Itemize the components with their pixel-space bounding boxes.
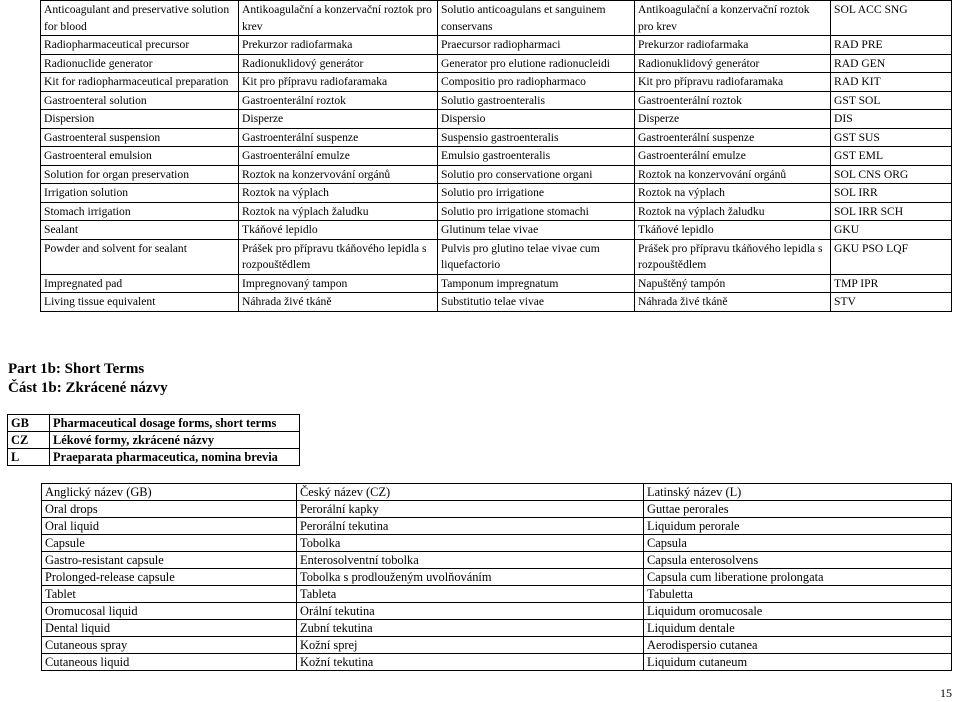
czech-alt-term-cell: Gastroenterální roztok (635, 91, 831, 110)
header-cell-cz: Český název (CZ) (297, 484, 644, 501)
header-cell-gb: Anglický název (GB) (42, 484, 297, 501)
table-row (41, 221, 952, 240)
czech-term-cell: Radionuklidový generátor (239, 54, 438, 73)
english-term-cell: Impregnated pad (41, 274, 239, 293)
czech-alt-term-cell: Roztok na výplach žaludku (635, 202, 831, 221)
czech-alt-term-cell: Prekurzor radiofarmaka (635, 36, 831, 55)
short-terms-table (41, 483, 952, 671)
english-term-cell: Powder and solvent for sealant (41, 239, 239, 274)
english-term-cell: Living tissue equivalent (41, 293, 239, 312)
czech-alt-term-cell: Radionuklidový generátor (635, 54, 831, 73)
latin-term-cell: Aerodispersio cutanea (644, 637, 952, 654)
abbreviation-cell: DIS (831, 110, 952, 129)
latin-term-cell: Generator pro elutione radionucleidi (438, 54, 635, 73)
english-term-cell: Dental liquid (42, 620, 297, 637)
czech-alt-term-cell: Kit pro přípravu radiofaramaka (635, 73, 831, 92)
header-cell-l: Latinský název (L) (644, 484, 952, 501)
language-legend-body (8, 415, 300, 466)
language-code-cell: CZ (8, 432, 50, 449)
latin-term-cell: Tamponum impregnatum (438, 274, 635, 293)
abbreviation-cell: RAD KIT (831, 73, 952, 92)
czech-term-cell: Kit pro přípravu radiofaramaka (239, 73, 438, 92)
language-description-cell: Praeparata pharmaceutica, nomina brevia (50, 449, 300, 466)
latin-term-cell: Capsula (644, 535, 952, 552)
latin-term-cell: Substitutio telae vivae (438, 293, 635, 312)
english-term-cell: Kit for radiopharmaceutical preparation (41, 73, 239, 92)
latin-term-cell: Dispersio (438, 110, 635, 129)
czech-term-cell: Roztok na konzervování orgánů (239, 165, 438, 184)
czech-alt-term-cell: Disperze (635, 110, 831, 129)
english-term-cell: Cutaneous spray (42, 637, 297, 654)
latin-term-cell: Solutio pro irrigatione stomachi (438, 202, 635, 221)
abbreviation-cell: TMP IPR (831, 274, 952, 293)
abbreviation-cell: GKU PSO LQF (831, 239, 952, 274)
english-term-cell: Gastroenteral suspension (41, 128, 239, 147)
abbreviation-cell: GKU (831, 221, 952, 240)
table-row (41, 239, 952, 274)
abbreviation-cell: RAD GEN (831, 54, 952, 73)
czech-term-cell: Zubní tekutina (297, 620, 644, 637)
czech-alt-term-cell: Prášek pro přípravu tkáňového lepidla s rozpouštědlem (635, 239, 831, 274)
table-row (42, 552, 952, 569)
czech-term-cell: Prekurzor radiofarmaka (239, 36, 438, 55)
table-row (41, 147, 952, 166)
table-row (42, 501, 952, 518)
english-term-cell: Gastroenteral solution (41, 91, 239, 110)
latin-term-cell: Liquidum oromucosale (644, 603, 952, 620)
english-term-cell: Radiopharmaceutical precursor (41, 36, 239, 55)
czech-term-cell: Gastroenterální suspenze (239, 128, 438, 147)
abbreviation-cell: SOL IRR SCH (831, 202, 952, 221)
table-row (41, 54, 952, 73)
language-description-cell: Pharmaceutical dosage forms, short terms (50, 415, 300, 432)
latin-term-cell: Solutio pro conservatione organi (438, 165, 635, 184)
latin-term-cell: Capsula enterosolvens (644, 552, 952, 569)
english-term-cell: Oral liquid (42, 518, 297, 535)
language-row (8, 432, 300, 449)
table-row (42, 603, 952, 620)
language-description-cell: Lékové formy, zkrácené názvy (50, 432, 300, 449)
table-row (41, 110, 952, 129)
czech-term-cell: Roztok na výplach (239, 184, 438, 203)
english-term-cell: Anticoagulant and preservative solution for blood (41, 1, 239, 36)
latin-term-cell: Capsula cum liberatione prolongata (644, 569, 952, 586)
czech-alt-term-cell: Náhrada živé tkáně (635, 293, 831, 312)
czech-term-cell: Perorální tekutina (297, 518, 644, 535)
short-terms-header-row (42, 484, 952, 501)
czech-alt-term-cell: Roztok na výplach (635, 184, 831, 203)
czech-alt-term-cell: Gastroenterální emulze (635, 147, 831, 166)
english-term-cell: Dispersion (41, 110, 239, 129)
czech-term-cell: Roztok na výplach žaludku (239, 202, 438, 221)
czech-term-cell: Kožní sprej (297, 637, 644, 654)
czech-term-cell: Enterosolventní tobolka (297, 552, 644, 569)
page-number: 15 (940, 686, 952, 700)
english-term-cell: Gastro-resistant capsule (42, 552, 297, 569)
english-term-cell: Capsule (42, 535, 297, 552)
latin-term-cell: Praecursor radiopharmaci (438, 36, 635, 55)
latin-term-cell: Pulvis pro glutino telae vivae cum liquefactorio (438, 239, 635, 274)
abbreviation-cell: GST SUS (831, 128, 952, 147)
latin-term-cell: Suspensio gastroenteralis (438, 128, 635, 147)
english-term-cell: Cutaneous liquid (42, 654, 297, 671)
abbreviation-cell: STV (831, 293, 952, 312)
czech-alt-term-cell: Napuštěný tampón (635, 274, 831, 293)
czech-term-cell: Perorální kapky (297, 501, 644, 518)
latin-term-cell: Tabuletta (644, 586, 952, 603)
table-row (41, 73, 952, 92)
table-row (41, 36, 952, 55)
table-row (42, 637, 952, 654)
table-row (41, 128, 952, 147)
table-row (41, 184, 952, 203)
table-row (41, 165, 952, 184)
czech-term-cell: Orální tekutina (297, 603, 644, 620)
table-row (41, 91, 952, 110)
latin-term-cell: Glutinum telae vivae (438, 221, 635, 240)
english-term-cell: Oromucosal liquid (42, 603, 297, 620)
english-term-cell: Gastroenteral emulsion (41, 147, 239, 166)
czech-term-cell: Kožní tekutina (297, 654, 644, 671)
czech-alt-term-cell: Antikoagulační a konzervační roztok pro krev (635, 1, 831, 36)
language-row (8, 415, 300, 432)
czech-term-cell: Prášek pro přípravu tkáňového lepidla s rozpouštědlem (239, 239, 438, 274)
abbreviation-cell: SOL IRR (831, 184, 952, 203)
latin-term-cell: Compositio pro radiopharmaco (438, 73, 635, 92)
czech-term-cell: Tableta (297, 586, 644, 603)
abbreviation-cell: SOL ACC SNG (831, 1, 952, 36)
czech-term-cell: Tkáňové lepidlo (239, 221, 438, 240)
latin-term-cell: Liquidum dentale (644, 620, 952, 637)
section-heading-cz: Část 1b: Zkrácené názvy (8, 380, 168, 396)
latin-term-cell: Solutio gastroenteralis (438, 91, 635, 110)
dosage-forms-table (40, 0, 952, 312)
english-term-cell: Solution for organ preservation (41, 165, 239, 184)
section-heading (8, 360, 168, 398)
english-term-cell: Stomach irrigation (41, 202, 239, 221)
latin-term-cell: Solutio anticoagulans et sanguinem conservans (438, 1, 635, 36)
abbreviation-cell: RAD PRE (831, 36, 952, 55)
czech-term-cell: Náhrada živé tkáně (239, 293, 438, 312)
abbreviation-cell: GST EML (831, 147, 952, 166)
table-row (41, 202, 952, 221)
english-term-cell: Oral drops (42, 501, 297, 518)
table-row (41, 274, 952, 293)
table-row (42, 569, 952, 586)
latin-term-cell: Liquidum cutaneum (644, 654, 952, 671)
english-term-cell: Radionuclide generator (41, 54, 239, 73)
table-row (42, 535, 952, 552)
czech-term-cell: Antikoagulační a konzervační roztok pro krev (239, 1, 438, 36)
czech-term-cell: Gastroenterální emulze (239, 147, 438, 166)
czech-term-cell: Impregnovaný tampon (239, 274, 438, 293)
abbreviation-cell: GST SOL (831, 91, 952, 110)
dosage-forms-table-body (41, 1, 952, 312)
latin-term-cell: Guttae perorales (644, 501, 952, 518)
czech-alt-term-cell: Tkáňové lepidlo (635, 221, 831, 240)
czech-alt-term-cell: Gastroenterální suspenze (635, 128, 831, 147)
latin-term-cell: Liquidum perorale (644, 518, 952, 535)
english-term-cell: Prolonged-release capsule (42, 569, 297, 586)
abbreviation-cell: SOL CNS ORG (831, 165, 952, 184)
language-code-cell: GB (8, 415, 50, 432)
section-heading-en: Part 1b: Short Terms (8, 361, 145, 377)
czech-term-cell: Disperze (239, 110, 438, 129)
latin-term-cell: Solutio pro irrigatione (438, 184, 635, 203)
language-legend-table (7, 414, 300, 466)
table-row (42, 654, 952, 671)
table-row (41, 1, 952, 36)
language-code-cell: L (8, 449, 50, 466)
table-row (42, 620, 952, 637)
latin-term-cell: Emulsio gastroenteralis (438, 147, 635, 166)
czech-alt-term-cell: Roztok na konzervování orgánů (635, 165, 831, 184)
table-row (42, 586, 952, 603)
english-term-cell: Irrigation solution (41, 184, 239, 203)
english-term-cell: Sealant (41, 221, 239, 240)
czech-term-cell: Tobolka (297, 535, 644, 552)
czech-term-cell: Tobolka s prodlouženým uvolňováním (297, 569, 644, 586)
table-row (41, 293, 952, 312)
table-row (42, 518, 952, 535)
language-row (8, 449, 300, 466)
czech-term-cell: Gastroenterální roztok (239, 91, 438, 110)
english-term-cell: Tablet (42, 586, 297, 603)
short-terms-table-body (42, 501, 952, 671)
